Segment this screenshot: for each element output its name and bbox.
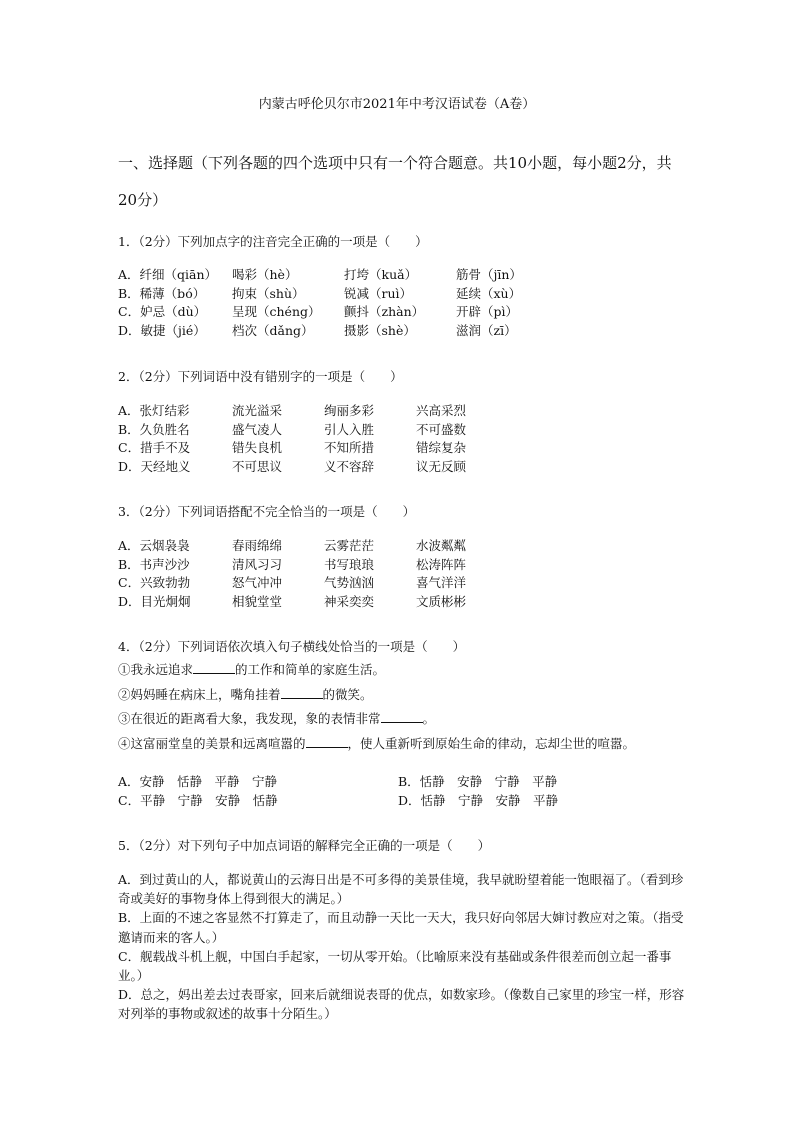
sentence-text: ③在很近的距离看大象，我发现，象的表情非常 xyxy=(118,711,381,726)
fill-blank xyxy=(306,733,348,748)
option-cell: 不可思议 xyxy=(232,458,283,474)
sentence-text: 的微笑。 xyxy=(322,686,373,702)
option-cell: D．敏捷（jié） xyxy=(118,322,206,338)
question-3-options xyxy=(118,537,516,611)
question-5-options xyxy=(118,870,688,1024)
sentence-text: 的工作和简单的家庭生活。 xyxy=(235,662,386,677)
option-cell: A．张灯结彩 xyxy=(118,403,190,418)
option-cell: 书写琅琅 xyxy=(324,556,375,572)
option-cell: 不可盛数 xyxy=(416,421,467,437)
option-cell: C．妒忌（dù） xyxy=(118,304,207,319)
option-row xyxy=(118,402,516,421)
option-cell: 档次（dǎng） xyxy=(232,322,314,338)
option-cell: 松涛阵阵 xyxy=(416,556,467,572)
section-heading: 一、选择题（下列各题的四个选项中只有一个符合题意。共10小题，每小题2分，共20分） xyxy=(118,154,672,209)
option-cell: 呈现（chéng） xyxy=(232,304,321,319)
option-row xyxy=(118,593,516,612)
option-row xyxy=(118,574,516,593)
fill-blank xyxy=(381,708,423,723)
sentence-text: ①我永远追求 xyxy=(118,662,194,677)
option-cell: 怒气冲冲 xyxy=(232,575,283,590)
option-cell: 盛气凌人 xyxy=(232,421,283,437)
question-5-option-b: B．上面的不速之客显然不打算走了，而且动静一天比一天大，我只好向邻居大婶讨教应对之策。（指受邀请而来的客人。） xyxy=(118,910,684,945)
sentence-4 xyxy=(118,732,635,757)
option-cell: 喝彩（hè） xyxy=(232,267,298,282)
option-cell: 喜气洋洋 xyxy=(416,575,467,590)
option-cell: 错失良机 xyxy=(232,440,283,455)
sentence-2 xyxy=(118,683,635,708)
question-2-options xyxy=(118,402,516,476)
question-1-options xyxy=(118,266,556,340)
option-cell: A．云烟袅袅 xyxy=(118,538,190,553)
option-cell: 神采奕奕 xyxy=(324,593,375,609)
question-2-stem: 2．（2分）下列词语中没有错别字的一项是（ ） xyxy=(118,369,403,384)
option-row xyxy=(118,285,556,304)
question-3-stem: 3．（2分）下列词语搭配不完全恰当的一项是（ ） xyxy=(118,504,416,519)
sentence-1 xyxy=(118,658,635,683)
option-row xyxy=(118,537,516,556)
question-4-option-c: C．平静 宁静 安静 恬静 xyxy=(118,793,278,808)
option-row xyxy=(118,458,516,477)
fill-blank xyxy=(281,684,323,699)
question-5-option-a: A．到过黄山的人，都说黄山的云海日出是不可多得的美景佳境，我早就盼望着能一饱眼福了。（看到珍奇或美好的事物身体上得到很大的满足。） xyxy=(118,872,684,907)
option-cell: 打垮（kuǎ） xyxy=(344,267,418,282)
option-row xyxy=(118,303,556,322)
question-5-option-c: C．舰载战斗机上舰，中国白手起家，一切从零开始。（比喻原来没有基础或条件很差而创立起一番事业。） xyxy=(118,948,672,984)
option-cell: 滋润（zī） xyxy=(456,322,517,338)
option-cell: B．稀薄（bó） xyxy=(118,285,206,301)
option-row xyxy=(118,322,556,341)
question-5-stem: 5．（2分）对下列句子中加点词语的解释完全正确的一项是（ ） xyxy=(118,838,491,853)
sentence-text: ④这富丽堂皇的美景和远离喧嚣的 xyxy=(118,735,306,751)
option-cell: 颤抖（zhàn） xyxy=(344,304,425,319)
exam-title: 内蒙古呼伦贝尔市2021年中考汉语试卷（A卷） xyxy=(258,97,536,112)
question-4-option-d: D．恬静 宁静 安静 平静 xyxy=(398,793,559,808)
sentence-text: ，使人重新听到原始生命的律动，忘却尘世的喧嚣。 xyxy=(347,735,636,751)
option-row xyxy=(118,556,516,575)
question-1-stem: 1．（2分）下列加点字的注音完全正确的一项是（ ） xyxy=(118,234,428,249)
option-row xyxy=(118,439,516,458)
option-cell: 文质彬彬 xyxy=(416,593,467,609)
question-4-stem: 4．（2分）下列词语依次填入句子横线处恰当的一项是（ ） xyxy=(118,639,466,654)
sentence-3 xyxy=(118,707,635,732)
option-cell: 义不容辞 xyxy=(324,458,375,474)
option-row xyxy=(118,421,516,440)
option-cell: 摄影（shè） xyxy=(344,322,416,338)
option-cell: 议无反顾 xyxy=(416,458,467,474)
option-cell: 云雾茫茫 xyxy=(324,538,375,553)
sentence-text: ②妈妈睡在病床上，嘴角挂着 xyxy=(118,686,281,702)
option-cell: A．纤细（qiān） xyxy=(118,267,218,282)
option-cell: C．措手不及 xyxy=(118,440,191,455)
sentence-text: 。 xyxy=(422,711,436,726)
option-cell: 筋骨（jīn） xyxy=(456,267,522,282)
option-row xyxy=(118,266,556,285)
option-cell: 不知所措 xyxy=(324,440,375,455)
option-cell: 气势汹汹 xyxy=(324,575,375,590)
option-cell: 水波粼粼 xyxy=(416,538,467,553)
option-cell: 兴高采烈 xyxy=(416,403,467,418)
option-cell: B．书声沙沙 xyxy=(118,556,190,572)
option-cell: 拘束（shù） xyxy=(232,285,305,301)
option-cell: 绚丽多彩 xyxy=(324,403,375,418)
option-cell: D．目光炯炯 xyxy=(118,593,191,609)
option-cell: D．天经地义 xyxy=(118,458,191,474)
option-cell: 延续（xù） xyxy=(456,285,522,301)
option-cell: 错综复杂 xyxy=(416,440,467,455)
question-4-sentences xyxy=(118,658,635,756)
option-cell: 春雨绵绵 xyxy=(232,538,283,553)
option-cell: C．兴致勃勃 xyxy=(118,575,191,590)
option-cell: B．久负胜名 xyxy=(118,421,190,437)
option-cell: 相貌堂堂 xyxy=(232,593,283,609)
option-cell: 清风习习 xyxy=(232,556,283,572)
option-cell: 开辟（pì） xyxy=(456,304,518,319)
question-5-option-d: D．总之，妈出差去过表哥家，回来后就细说表哥的优点，如数家珍。（像数自己家里的珍宝一样，形容对列举的事物或叙述的故事十分陌生。） xyxy=(118,987,685,1022)
question-4-option-a: A．安静 恬静 平静 宁静 xyxy=(118,774,278,789)
option-cell: 锐减（ruì） xyxy=(344,285,413,301)
option-cell: 引人入胜 xyxy=(324,421,375,437)
question-4-option-b: B．恬静 安静 宁静 平静 xyxy=(398,774,558,789)
fill-blank xyxy=(193,659,235,674)
option-cell: 流光溢采 xyxy=(232,403,283,418)
